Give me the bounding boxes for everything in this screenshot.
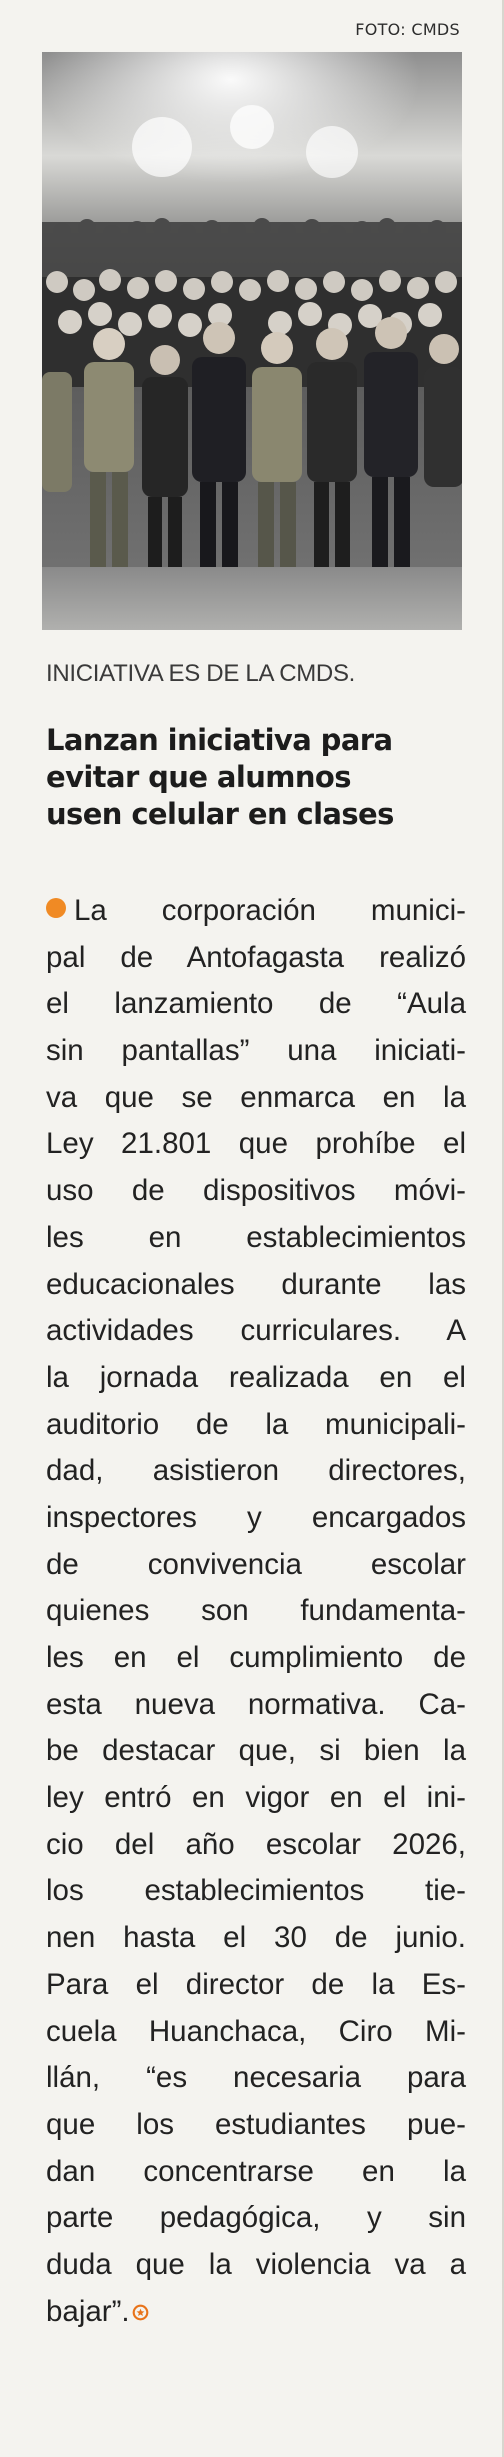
headline-line: Lanzan iniciativa para xyxy=(46,723,393,757)
headline-line: evitar que alumnos xyxy=(46,760,351,794)
body-line: educacionales durante las xyxy=(46,1267,466,1301)
body-line: pal de Antofagasta realizó xyxy=(46,940,466,974)
body-line: inspectores y encargados xyxy=(46,1500,466,1534)
article-photo xyxy=(42,52,462,630)
body-line: sin pantallas” una iniciati- xyxy=(46,1034,466,1068)
body-line: Para el director de la Es- xyxy=(46,1967,466,2001)
body-line: parte pedagógica, y sin xyxy=(46,2201,466,2235)
body-line: el lanzamiento de “Aula xyxy=(46,987,466,1021)
body-line: les en el cumplimiento de xyxy=(46,1641,466,1674)
body-line: llán, “es necesaria para xyxy=(46,2061,466,2095)
body-line: dad, asistieron directores, xyxy=(46,1454,466,1488)
bullet-dot-icon xyxy=(46,898,66,918)
body-line xyxy=(46,2289,466,2336)
body-line: cuela Huanchaca, Ciro Mi- xyxy=(46,2014,466,2048)
body-line xyxy=(46,888,466,935)
body-line: uso de dispositivos móvi- xyxy=(46,1174,466,1208)
headline-line: usen celular en clases xyxy=(46,797,394,831)
body-line: auditorio de la municipali- xyxy=(46,1407,466,1441)
body-line: Ley 21.801 que prohíbe el xyxy=(46,1127,466,1161)
photo-credit: FOTO: CMDS xyxy=(355,20,460,39)
body-line: dan concentrarse en la xyxy=(46,2154,466,2188)
body-line: esta nueva normativa. Ca- xyxy=(46,1687,466,1721)
end-of-article-icon xyxy=(132,2304,149,2321)
body-line: les en establecimientos xyxy=(46,1220,466,1254)
body-line: be destacar que, si bien la xyxy=(46,1734,466,1768)
body-line: quienes son fundamenta- xyxy=(46,1594,466,1628)
body-line: ley entró en vigor en el ini- xyxy=(46,1781,466,1815)
body-line: que los estudiantes pue- xyxy=(46,2107,466,2141)
body-line: los establecimientos tie- xyxy=(46,1874,466,1908)
article-headline xyxy=(46,722,466,833)
body-line: de convivencia escolar xyxy=(46,1547,466,1581)
body-line: la jornada realizada en el xyxy=(46,1360,466,1394)
body-line: nen hasta el 30 de junio. xyxy=(46,1921,466,1955)
body-line-text: bajar”. xyxy=(46,2294,130,2328)
body-line: duda que la violencia va a xyxy=(46,2247,466,2281)
photo-caption: INICIATIVA ES DE LA CMDS. xyxy=(46,660,356,687)
auditorium-photo-image xyxy=(42,52,462,630)
body-line: actividades curriculares. A xyxy=(46,1314,466,1348)
body-line: cio del año escolar 2026, xyxy=(46,1827,466,1861)
body-line-text: La corporación munici- xyxy=(74,894,466,927)
article-body xyxy=(46,888,466,2335)
body-line: va que se enmarca en la xyxy=(46,1080,466,1114)
